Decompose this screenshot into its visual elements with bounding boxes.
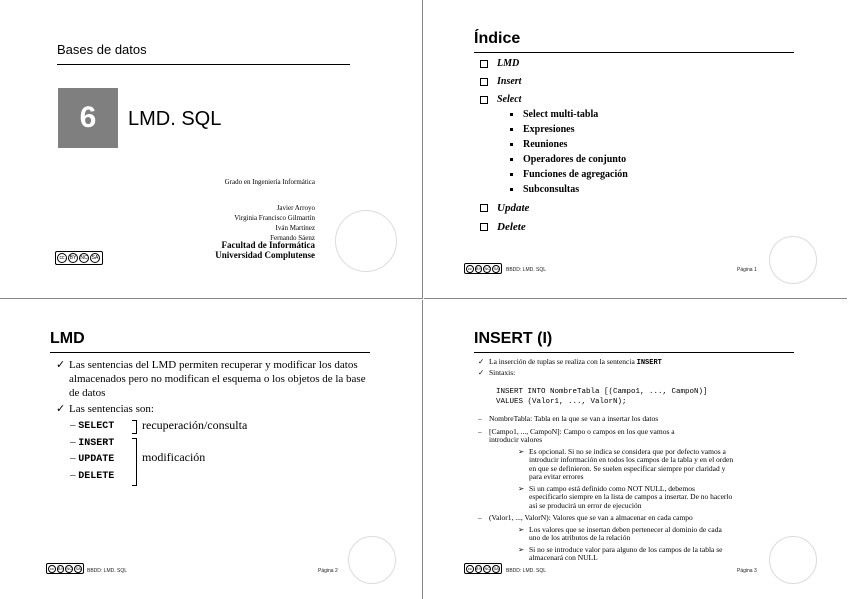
nc-icon: NC xyxy=(66,565,73,571)
slide-title: LMD xyxy=(50,330,85,347)
index-label: Insert xyxy=(497,76,522,87)
code-line: VALUES (Valor1, ..., ValorN); xyxy=(496,398,627,406)
bullet xyxy=(56,402,376,416)
bullet-icon xyxy=(510,128,513,131)
subitem-label: Select multi-tabla xyxy=(523,109,599,120)
slide-1 xyxy=(0,0,423,299)
statement: – UPDATE xyxy=(70,452,115,465)
bullet-text-part: La inserción de tuplas se realiza con la sentencia xyxy=(489,357,637,366)
author: Fernando Sáenz xyxy=(270,234,315,242)
slide-title: INSERT (I) xyxy=(474,330,553,347)
arrow-icon: ➢ xyxy=(518,544,525,554)
brace-icon xyxy=(132,420,137,434)
subitem-label: Subconsultas xyxy=(523,184,580,195)
bullet xyxy=(478,369,808,378)
by-icon: BY xyxy=(68,253,78,263)
cc-icon: cc xyxy=(57,253,67,263)
page-number: Página 1 xyxy=(737,267,757,273)
dash-icon: – xyxy=(478,513,482,522)
dash-item xyxy=(478,415,808,424)
sa-icon: SA xyxy=(90,253,100,263)
keyword: INSERT xyxy=(78,438,115,449)
slide-body xyxy=(478,358,808,563)
statement-list xyxy=(70,418,376,488)
subitem-label: Operadores de conjunto xyxy=(523,154,627,165)
arrow-icon: ➢ xyxy=(518,446,525,456)
subitem-label: Reuniones xyxy=(523,139,568,150)
by-icon: BY xyxy=(475,265,482,271)
university-seal-icon xyxy=(335,210,397,272)
bullet-text: Las sentencias son: xyxy=(69,403,154,415)
title-rule xyxy=(474,352,794,353)
arrow-item xyxy=(518,546,808,563)
cc-license-icon xyxy=(464,563,502,574)
sa-icon: SA xyxy=(75,565,81,571)
university-seal-icon xyxy=(348,536,396,584)
nc-icon: NC xyxy=(484,565,491,571)
dash-icon: – xyxy=(478,426,482,436)
arrow-item xyxy=(518,485,808,511)
sa-icon: SA xyxy=(493,565,499,571)
arrow-icon: ➢ xyxy=(518,524,525,534)
university-seal-icon xyxy=(769,536,817,584)
statement: – DELETE xyxy=(70,469,115,482)
slide-3 xyxy=(0,300,423,599)
checkmark-icon: ✓ xyxy=(56,359,66,371)
checkbox-icon xyxy=(480,204,488,212)
brace-icon xyxy=(132,438,137,486)
index-label: Update xyxy=(497,202,530,214)
keyword: INSERT xyxy=(636,359,662,367)
nc-icon: NC xyxy=(484,265,491,271)
item-text: Los valores que se insertan deben pertenecer al dominio de cada uno de los atributos de la relación xyxy=(529,524,722,542)
bullet xyxy=(56,358,376,400)
index-item xyxy=(480,76,628,87)
bullet-text: Sintaxis: xyxy=(489,367,516,377)
cc-license-icon xyxy=(464,263,502,274)
index-item xyxy=(480,202,628,214)
index-label: LMD xyxy=(497,58,520,69)
divider xyxy=(57,64,350,65)
author: Javier Arroyo xyxy=(276,204,315,212)
group-label: recuperación/consulta xyxy=(142,418,248,432)
cc-icon: cc xyxy=(49,565,54,571)
index-subitem xyxy=(510,109,628,120)
dash-item xyxy=(478,428,808,445)
cc-icon: cc xyxy=(467,565,472,571)
index-item xyxy=(480,221,628,233)
keyword: UPDATE xyxy=(78,454,115,465)
cc-license-icon xyxy=(55,251,103,265)
cc-icon: cc xyxy=(467,265,472,271)
sa-icon: SA xyxy=(493,265,499,271)
index-subitem xyxy=(510,139,628,150)
keyword: DELETE xyxy=(78,471,115,482)
checkmark-icon: ✓ xyxy=(478,357,485,366)
slide-title: LMD. SQL xyxy=(128,108,222,130)
university: Universidad Complutense xyxy=(215,250,315,260)
statement: – SELECT xyxy=(70,419,115,432)
bullet-icon xyxy=(510,158,513,161)
title-rule xyxy=(474,52,794,53)
bullet-icon xyxy=(510,143,513,146)
title-rule xyxy=(50,352,370,353)
slide-title: Índice xyxy=(474,30,521,47)
page-number: Página 3 xyxy=(737,568,757,574)
faculty: Facultad de Informática xyxy=(221,240,315,250)
footer-label: BBDD: LMD. SQL xyxy=(87,568,128,574)
dash-item xyxy=(478,514,808,523)
index-item xyxy=(480,94,628,105)
nc-icon: NC xyxy=(79,253,89,263)
author: Iván Martínez xyxy=(275,224,315,232)
item-text: (Valor1, ..., ValorN): Valores que se van a almacenar en cada campo xyxy=(489,513,693,522)
bullet xyxy=(478,358,808,368)
subitem-label: Funciones de agregación xyxy=(523,169,628,180)
cc-license-icon xyxy=(46,563,84,574)
chapter-number: 6 xyxy=(58,88,118,148)
degree-label: Grado en Ingeniería Informática xyxy=(224,178,315,186)
author: Virginia Francisco Gilmartín xyxy=(234,214,315,222)
item-text: Si un campo está definido como NOT NULL, debemos especificarlo siempre en la lista de campos a insertar. De no hacerlo así se producirá un error de ejecución xyxy=(529,483,733,510)
index-label: Select xyxy=(497,94,522,105)
bullet-text xyxy=(489,358,662,368)
index-item xyxy=(480,58,628,69)
code-block xyxy=(496,387,808,407)
index-subitem xyxy=(510,184,628,195)
index-label: Delete xyxy=(497,221,526,233)
dash-icon: – xyxy=(478,414,482,423)
checkmark-icon: ✓ xyxy=(56,403,66,415)
item-text: [Campo1, ..., CampoN]: Campo o campos en los que vamos a introducir valores xyxy=(489,426,675,444)
statement: – INSERT xyxy=(70,436,115,449)
checkbox-icon xyxy=(480,96,488,104)
index-subitem xyxy=(510,124,628,135)
group-label: modificación xyxy=(142,450,206,464)
institution xyxy=(215,240,315,260)
page-number: Página 2 xyxy=(318,568,338,574)
university-seal-icon xyxy=(769,236,817,284)
subitem-label: Expresiones xyxy=(523,124,575,135)
checkbox-icon xyxy=(480,60,488,68)
slide-body xyxy=(56,358,376,488)
code-line: INSERT INTO NombreTabla [(Campo1, ..., CampoN)] xyxy=(496,388,708,396)
arrow-item xyxy=(518,526,808,543)
index-subitem xyxy=(510,154,628,165)
checkmark-icon: ✓ xyxy=(478,367,485,377)
checkbox-icon xyxy=(480,223,488,231)
slide-2 xyxy=(424,0,847,299)
by-icon: BY xyxy=(57,565,64,571)
slide-4 xyxy=(424,300,847,599)
index-list xyxy=(480,58,628,240)
keyword: SELECT xyxy=(78,421,115,432)
checkbox-icon xyxy=(480,78,488,86)
item-text: Si no se introduce valor para alguno de los campos de la tabla se almacenará con NULL xyxy=(529,544,723,562)
bullet-text: Las sentencias del LMD permiten recuperar y modificar los datos almacenados pero no modifican el esquema o los objetos de la base de datos xyxy=(69,359,366,399)
bullet-icon xyxy=(510,173,513,176)
course-name: Bases de datos xyxy=(57,42,147,57)
by-icon: BY xyxy=(475,565,482,571)
footer-label: BBDD: LMD. SQL xyxy=(506,267,547,273)
bullet-icon xyxy=(510,188,513,191)
footer-label: BBDD: LMD. SQL xyxy=(506,568,547,574)
bullet-icon xyxy=(510,113,513,116)
arrow-icon: ➢ xyxy=(518,483,525,493)
index-subitem xyxy=(510,169,628,180)
author-list xyxy=(234,203,315,243)
item-text: NombreTabla: Tabla en la que se van a insertar los datos xyxy=(489,414,659,423)
item-text: Es opcional. Si no se indica se considera que por defecto vamos a introducir información en todos los campos de la tabla y en el orden en que se definieron. Se suelen especificar siempre por claridad y para evitar errores xyxy=(529,446,734,481)
arrow-item xyxy=(518,448,808,482)
